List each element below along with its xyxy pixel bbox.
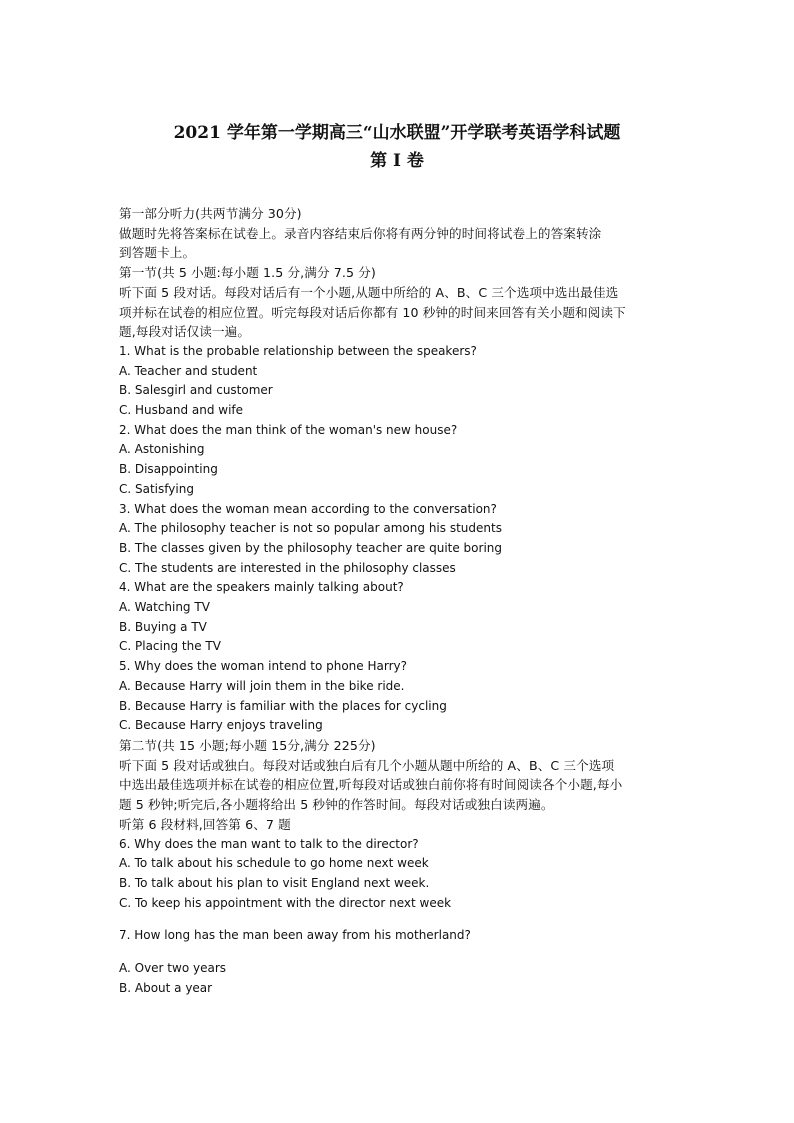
text-line: B. To talk about his plan to visit England next week. [119, 875, 430, 890]
text-line: B. About a year [119, 980, 213, 995]
text-line: 2. What does the man think of the woman's new house? [119, 422, 458, 437]
text-line: A. Watching TV [119, 600, 210, 615]
text-line: C. Husband and wife [119, 403, 244, 418]
text-line: 中选出最佳选项并标在试卷的相应位置,听每段对话或独白前你将有时间阅读各个小题,每小 [119, 777, 623, 793]
text-line: C. Satisfying [119, 481, 194, 496]
text-line: B. Buying a TV [119, 619, 207, 634]
text-line: 第一节(共 5 小题:每小题 1.5 分,满分 7.5 分) [119, 265, 376, 281]
page-title: 2021 学年第一学期高三“山水联盟”开学联考英语学科试题 [173, 123, 621, 143]
text-line: 5. Why does the woman intend to phone Harry? [119, 659, 407, 674]
text-line: 第一部分听力(共两节满分 30分) [119, 206, 302, 221]
text-line: 到答题卡上。 [119, 245, 196, 261]
text-line: 做题时先将答案标在试卷上。录音内容结束后你将有两分钟的时间将试卷上的答案转涂 [119, 225, 602, 241]
spacer [119, 946, 679, 959]
text-line: C. Placing the TV [119, 639, 221, 654]
text-line: 听下面 5 段对话。每段对话后有一个小题,从题中所给的 A、B、C 三个选项中选出最佳选 [119, 284, 619, 300]
text-line: A. The philosophy teacher is not so popular among his students [119, 521, 502, 536]
page-subtitle: 第 I 卷 [370, 151, 424, 171]
text-line: 听下面 5 段对话或独白。每段对话或独白后有几个小题从题中所给的 A、B、C 三个选项 [119, 757, 615, 773]
text-line: 3. What does the woman mean according to the conversation? [119, 501, 497, 516]
text-line: 第二节(共 15 小题;每小题 15分,满分 225分) [119, 737, 376, 753]
text-line: A. Astonishing [119, 442, 205, 457]
spacer [119, 913, 679, 926]
text-line: 项并标在试卷的相应位置。听完每段对话后你都有 10 秒钟的时间来回答有关小题和阅读下 [119, 304, 626, 320]
text-line: A. Over two years [119, 961, 227, 976]
text-line: 题 5 秒钟;听完后,各小题将给出 5 秒钟的作答时间。每段对话或独白读两遍。 [119, 797, 554, 813]
text-line: C. Because Harry enjoys traveling [119, 718, 323, 733]
text-line: A. To talk about his schedule to go home next week [119, 856, 429, 871]
text-line: A. Because Harry will join them in the bike ride. [119, 678, 405, 693]
text-line: B. The classes given by the philosophy teacher are quite boring [119, 540, 502, 555]
text-line: A. Teacher and student [119, 363, 258, 378]
text-line: 6. Why does the man want to talk to the director? [119, 836, 419, 851]
text-line: 7. How long has the man been away from his motherland? [119, 928, 471, 943]
text-line: 听第 6 段材料,回答第 6、7 题 [119, 816, 291, 832]
text-line: B. Salesgirl and customer [119, 383, 273, 398]
text-line: 1. What is the probable relationship between the speakers? [119, 343, 477, 358]
text-line: 题,每段对话仅读一遍。 [119, 324, 251, 340]
text-line: B. Because Harry is familiar with the places for cycling [119, 698, 447, 713]
text-line: C. To keep his appointment with the director next week [119, 895, 452, 910]
text-line: B. Disappointing [119, 462, 218, 477]
text-line: C. The students are interested in the philosophy classes [119, 560, 456, 575]
document-body [119, 204, 679, 998]
text-line: 4. What are the speakers mainly talking about? [119, 580, 404, 595]
